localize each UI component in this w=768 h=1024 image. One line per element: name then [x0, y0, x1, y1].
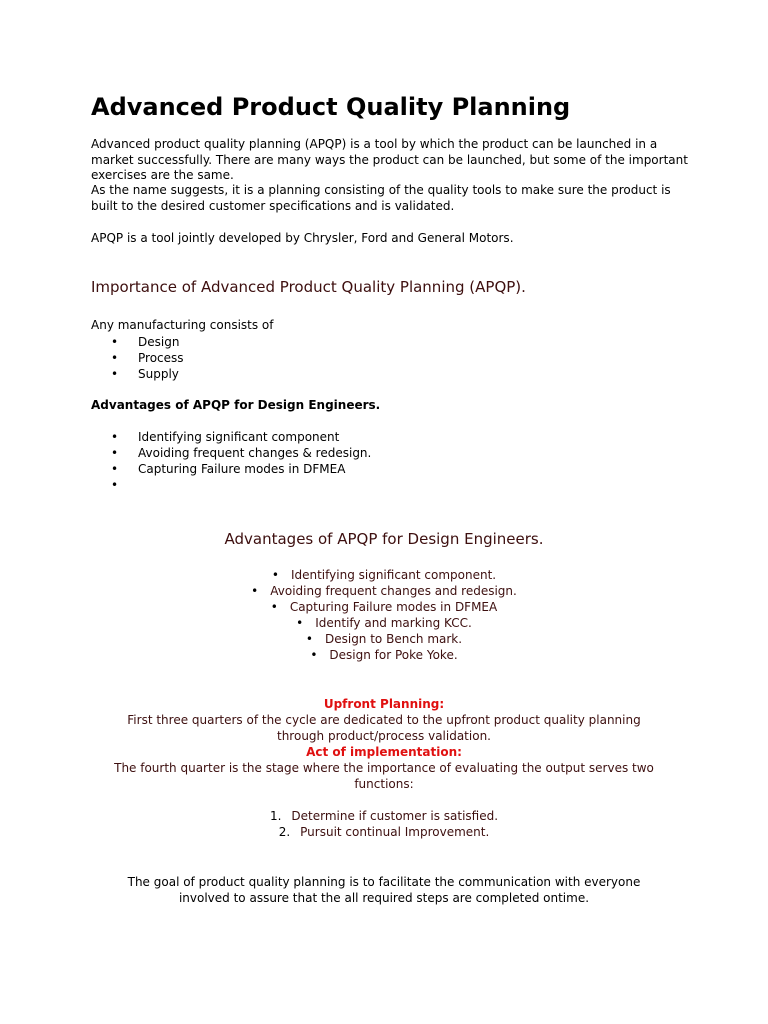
list-item: • Capturing Failure modes in DFMEA [270, 600, 498, 614]
list-item: • Design to Bench mark. [305, 632, 463, 646]
bullet-icon: • [270, 600, 278, 614]
goal-text-line-2: involved to assure that the all required steps are completed ontime. [178, 891, 590, 905]
bullet-icon: • [310, 648, 318, 662]
advantages-centered-section [0, 529, 768, 549]
importance-heading: Importance of Advanced Product Quality Planning (APQP). [91, 278, 526, 296]
manufacturing-list [111, 334, 184, 382]
upfront-heading: Upfront Planning: [323, 697, 445, 711]
list-item: • Process [111, 351, 184, 365]
list-number: 2. [278, 825, 291, 839]
intro-paragraph-3: APQP is a tool jointly developed by Chrysler, Ford and General Motors. [91, 231, 514, 245]
list-item: • Design for Poke Yoke. [310, 648, 458, 662]
upfront-text-line-2: through product/process validation. [277, 729, 491, 743]
list-number: 1. [269, 809, 282, 823]
bullet-icon: • [251, 584, 259, 598]
list-item [111, 477, 371, 493]
list-item: 2. Pursuit continual Improvement. [278, 825, 490, 839]
bullet-icon: • [111, 446, 119, 460]
bullet-icon: • [296, 616, 304, 630]
bullet-icon: • [111, 430, 119, 444]
advantages-list-center [0, 567, 768, 663]
list-item: • Identifying significant component [111, 430, 340, 444]
list-item: • Capturing Failure modes in DFMEA [111, 462, 346, 476]
list-item: • Identify and marking KCC. [296, 616, 472, 630]
bullet-icon: • [271, 568, 279, 582]
advantages-list-left [111, 429, 371, 493]
page-title: Advanced Product Quality Planning [91, 93, 571, 121]
list-item: • Identifying significant component. [271, 568, 497, 582]
bullet-icon: • [111, 478, 119, 492]
implementation-text-line-2: functions: [354, 777, 414, 791]
goal-section [0, 874, 768, 906]
list-item: • Design [111, 335, 180, 349]
advantages-heading-center: Advantages of APQP for Design Engineers. [224, 530, 544, 548]
upfront-text-line-1: First three quarters of the cycle are dedicated to the upfront product quality planning [127, 713, 641, 727]
upfront-planning-section [0, 696, 768, 792]
bullet-icon: • [111, 351, 119, 365]
bullet-icon: • [111, 335, 119, 349]
implementation-text-line-1: The fourth quarter is the stage where the importance of evaluating the output serves two [114, 761, 654, 775]
intro-paragraph-2: As the name suggests, it is a planning consisting of the quality tools to make sure the product is built to the desired customer specifications and is validated. [91, 183, 671, 213]
list-item: • Supply [111, 367, 179, 381]
bullet-icon: • [111, 462, 119, 476]
intro-paragraph-1: Advanced product quality planning (APQP) is a tool by which the product can be launched in a market successfully. There are many ways the product can be launched, but some of the important exercises are the same. [91, 137, 688, 182]
bullet-icon: • [305, 632, 313, 646]
goal-text-line-1: The goal of product quality planning is to facilitate the communication with everyone [127, 875, 641, 889]
importance-lead: Any manufacturing consists of [91, 318, 274, 332]
list-item: • Avoiding frequent changes & redesign. [111, 446, 372, 460]
list-item: 1. Determine if customer is satisfied. [269, 809, 499, 823]
list-item: • Avoiding frequent changes and redesign. [251, 584, 517, 598]
bullet-icon: • [111, 367, 119, 381]
implementation-functions-list [0, 808, 768, 840]
advantages-heading-left: Advantages of APQP for Design Engineers. [91, 398, 381, 412]
implementation-heading: Act of implementation: [306, 745, 462, 759]
